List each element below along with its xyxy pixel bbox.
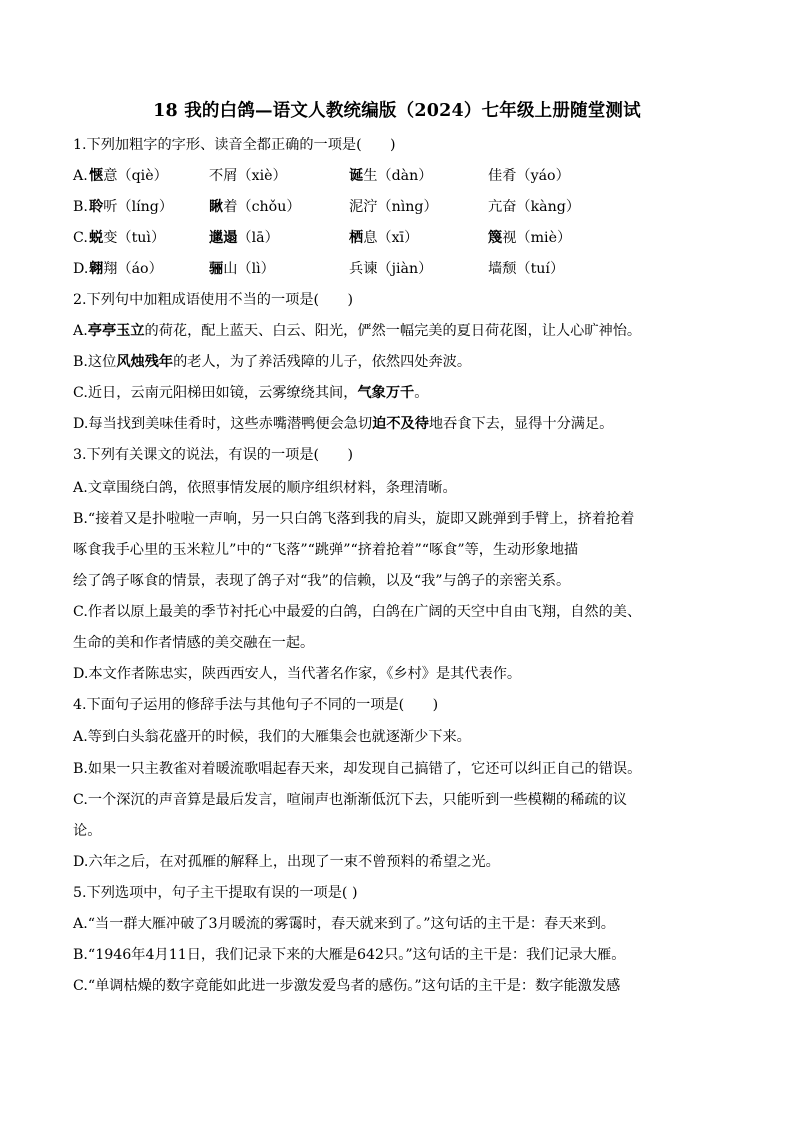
q1-d-word3: 兵谏（jiàn） [349, 261, 433, 277]
q3-option-b-line2: 啄食我手心里的玉米粒儿”中的“飞落”“跳弹”“挤着抢着”“啄食”等，生动形象地描 [73, 542, 579, 558]
q3-option-b-line1: B.“接着又是扑啦啦一声响，另一只白鸽飞落到我的肩头，旋即又跳弹到手臂上，挤着抢着 [73, 511, 635, 527]
q4-option-c-line2: 论。 [73, 823, 102, 839]
q1-b-word4: 亢奋（kàng） [488, 199, 581, 215]
q4-option-a: A.等到白头翁花盛开的时候，我们的大雁集会也就逐渐少下来。 [73, 729, 471, 745]
q1-option-b-label: B. [73, 199, 88, 215]
q1-c-word3: 栖息（xī） [349, 230, 419, 246]
q3-option-c-line2: 生命的美和作者情感的美交融在一起。 [73, 635, 315, 651]
q4-stem: 4.下面句子运用的修辞手法与其他句子不同的一项是( ) [73, 697, 439, 713]
q2-stem: 2.下列句中加粗成语使用不当的一项是( ) [73, 292, 353, 308]
q1-c-word4: 篾视（miè） [488, 230, 572, 246]
q3-option-c-line1: C.作者以原上最美的季节衬托心中最爱的白鸽，白鸽在广阔的天空中自由飞翔，自然的美、 [73, 604, 642, 620]
q3-option-d: D.本文作者陈忠实，陕西西安人，当代著名作家，《乡村》是其代表作。 [73, 666, 522, 682]
q2-option-c: C.近日，云南元阳梯田如镜，云雾缭绕其间，气象万千。 [73, 385, 429, 401]
q1-option-a-label: A. [73, 168, 88, 184]
q1-b-word1: 聆听（líng） [89, 199, 174, 215]
q5-stem: 5.下列选项中，句子主干提取有误的一项是( ) [73, 885, 358, 901]
q1-a-word2: 不屑（xiè） [209, 168, 287, 184]
q2-option-d: D.每当找到美味佳肴时，这些赤嘴潜鸭便会急切迫不及待地吞食下去，显得十分满足。 [73, 416, 614, 432]
page-title: 18 我的白鸽—语文人教统编版（2024）七年级上册随堂测试 [153, 101, 641, 121]
q4-option-d: D.六年之后，在对孤雁的解释上，出现了一束不曾预料的希望之光。 [73, 854, 500, 870]
q1-c-word2: 邋遢（lā） [209, 230, 279, 246]
q1-d-word4: 墙颓（tuí） [488, 261, 565, 277]
q3-stem: 3.下列有关课文的说法，有误的一项是( ) [73, 447, 353, 463]
q1-d-word2: 骊山（lì） [209, 261, 275, 277]
q1-c-word1: 蜕变（tuì） [89, 230, 166, 246]
q1-option-d-label: D. [73, 261, 89, 277]
q1-stem: 1.下列加粗字的字形、读音全都正确的一项是( ) [73, 137, 396, 153]
q4-option-b: B.如果一只主教雀对着暖流歌唱起春天来，却发现自己搞错了，它还可以纠正自己的错误。 [73, 761, 642, 777]
q1-b-word3: 泥泞（nìng） [349, 199, 438, 215]
q2-option-a: A.亭亭玉立的荷花，配上蓝天、白云、阳光，俨然一幅完美的夏日荷花图，让人心旷神怡。 [73, 323, 642, 339]
q1-a-word3: 诞生（dàn） [349, 168, 433, 184]
q2-option-b: B.这位风烛残年的老人，为了养活残障的儿子，依然四处奔波。 [73, 354, 472, 370]
q1-option-c-label: C. [73, 230, 88, 246]
q4-option-c-line1: C.一个深沉的声音算是最后发言，喧闹声也渐渐低沉下去，只能听到一些模糊的稀疏的议 [73, 792, 627, 808]
q5-option-b: B.“1946年4月11日，我们记录下来的大雁是642只。”这句话的主干是：我们记录大雁。 [73, 947, 626, 963]
q1-a-word4: 佳肴（yáo） [488, 168, 570, 184]
q1-a-word1: 惬意（qiè） [89, 168, 168, 184]
q3-option-b-line3: 绘了鸽子啄食的情景，表现了鸽子对“我”的信赖，以及“我”与鸽子的亲密关系。 [73, 573, 571, 589]
q1-d-word1: 翱翔（áo） [89, 261, 163, 277]
q3-option-a: A.文章围绕白鸽，依照事情发展的顺序组织材料，条理清晰。 [73, 480, 457, 496]
q1-b-word2: 瞅着（chǒu） [209, 199, 301, 215]
q5-option-c: C.“单调枯燥的数字竟能如此进一步激发爱鸟者的感伤。”这句话的主干是：数字能激发感 [73, 978, 621, 994]
q5-option-a: A.“当一群大雁冲破了3月暖流的雾霭时，春天就来到了。”这句话的主干是：春天来到。 [73, 916, 615, 932]
